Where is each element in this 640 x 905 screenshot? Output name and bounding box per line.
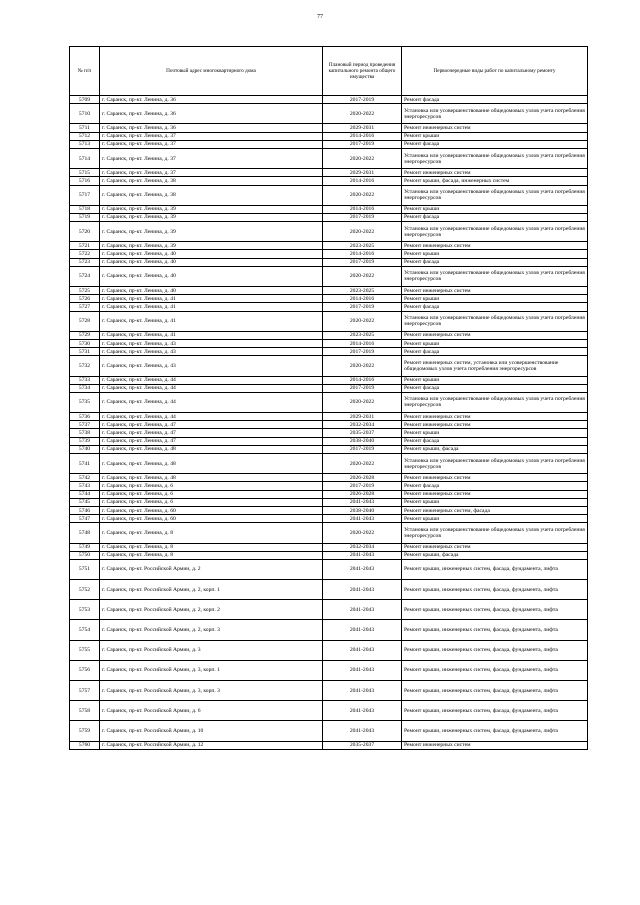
row-address: г. Саранск, пр-кт. Ленина, д. 41 xyxy=(100,331,323,339)
row-number: 5745 xyxy=(70,498,100,506)
row-address: г. Саранск, пр-кт. Ленина, д. 6 xyxy=(100,482,323,490)
row-work: Ремонт инженерных систем xyxy=(402,169,588,177)
row-work: Ремонт крыши xyxy=(402,339,588,347)
row-period: 2041-2043 xyxy=(323,660,402,680)
row-address: г. Саранск, пр-кт. Ленина, д. 38 xyxy=(100,185,323,205)
table-row xyxy=(70,741,588,749)
row-work: Ремонт инженерных систем, установка или усовершенствование общедомовых узлов учета потребления энергоресурсов xyxy=(402,356,588,376)
row-address: г. Саранск, пр-кт. Ленина, д. 47 xyxy=(100,429,323,437)
table-row xyxy=(70,600,588,620)
row-address: г. Саранск, пр-кт. Российской Армии, д. 3, корп. 1 xyxy=(100,660,323,680)
row-address: г. Саранск, пр-кт. Ленина, д. 39 xyxy=(100,205,323,213)
row-work: Ремонт крыши xyxy=(402,132,588,140)
table-row xyxy=(70,356,588,376)
row-work: Ремонт крыши, инженерных систем, фасада, фундамента, лифта xyxy=(402,660,588,680)
row-work: Установка или усовершенствование общедомовых узлов учета потребления энергоресурсов xyxy=(402,104,588,124)
row-number: 5747 xyxy=(70,515,100,523)
row-number: 5728 xyxy=(70,311,100,331)
row-period: 2038-2040 xyxy=(323,437,402,445)
row-period: 2020-2022 xyxy=(323,454,402,474)
row-period: 2038-2040 xyxy=(323,506,402,514)
row-work: Ремонт инженерных систем xyxy=(402,741,588,749)
row-address: г. Саранск, пр-кт. Ленина, д. 8 xyxy=(100,543,323,551)
row-work: Ремонт крыши, инженерных систем, фасада, фундамента, лифта xyxy=(402,580,588,600)
row-address: г. Саранск, пр-кт. Ленина, д. 47 xyxy=(100,437,323,445)
header-num: № п/п xyxy=(70,47,100,96)
row-period: 2041-2043 xyxy=(323,620,402,640)
row-work: Ремонт крыши xyxy=(402,295,588,303)
row-work: Ремонт инженерных систем xyxy=(402,242,588,250)
row-address: г. Саранск, пр-кт. Ленина, д. 38 xyxy=(100,177,323,185)
table-row xyxy=(70,348,588,356)
row-number: 5723 xyxy=(70,258,100,266)
row-period: 2041-2043 xyxy=(323,551,402,559)
table-row xyxy=(70,543,588,551)
row-address: г. Саранск, пр-кт. Ленина, д. 48 xyxy=(100,454,323,474)
header-period: Плановый период проведения капитального ремонта общего имущества xyxy=(323,47,402,96)
row-number: 5739 xyxy=(70,437,100,445)
table-row xyxy=(70,482,588,490)
row-period: 2020-2022 xyxy=(323,311,402,331)
row-period: 2020-2022 xyxy=(323,222,402,242)
row-work: Установка или усовершенствование общедомовых узлов учета потребления энергоресурсов xyxy=(402,454,588,474)
table-row xyxy=(70,205,588,213)
row-address: г. Саранск, пр-кт. Ленина, д. 44 xyxy=(100,384,323,392)
table-row xyxy=(70,287,588,295)
row-period: 2014-2016 xyxy=(323,339,402,347)
row-address: г. Саранск, пр-кт. Ленина, д. 37 xyxy=(100,169,323,177)
table-row xyxy=(70,454,588,474)
row-number: 5724 xyxy=(70,266,100,286)
row-number: 5717 xyxy=(70,185,100,205)
row-number: 5716 xyxy=(70,177,100,185)
row-address: г. Саранск, пр-кт. Ленина, д. 60 xyxy=(100,506,323,514)
row-number: 5726 xyxy=(70,295,100,303)
row-number: 5753 xyxy=(70,600,100,620)
row-period: 2020-2022 xyxy=(323,185,402,205)
row-number: 5737 xyxy=(70,421,100,429)
table-row xyxy=(70,429,588,437)
row-work: Ремонт фасада xyxy=(402,258,588,266)
row-work: Ремонт фасада xyxy=(402,96,588,104)
table-row xyxy=(70,490,588,498)
row-work: Ремонт крыши, инженерных систем, фасада, фундамента, лифта xyxy=(402,721,588,741)
row-address: г. Саранск, пр-кт. Российской Армии, д. 12 xyxy=(100,741,323,749)
row-number: 5727 xyxy=(70,303,100,311)
row-address: г. Саранск, пр-кт. Ленина, д. 44 xyxy=(100,413,323,421)
table-row xyxy=(70,421,588,429)
row-period: 2026-2028 xyxy=(323,474,402,482)
row-period: 2035-2037 xyxy=(323,429,402,437)
row-period: 2017-2019 xyxy=(323,348,402,356)
row-number: 5758 xyxy=(70,701,100,721)
row-number: 5710 xyxy=(70,104,100,124)
row-address: г. Саранск, пр-кт. Ленина, д. 36 xyxy=(100,104,323,124)
row-period: 2023-2025 xyxy=(323,331,402,339)
table-row xyxy=(70,551,588,559)
row-number: 5741 xyxy=(70,454,100,474)
row-number: 5715 xyxy=(70,169,100,177)
row-address: г. Саранск, пр-кт. Ленина, д. 39 xyxy=(100,242,323,250)
table-row xyxy=(70,498,588,506)
row-address: г. Саранск, пр-кт. Ленина, д. 47 xyxy=(100,421,323,429)
row-work: Ремонт фасада xyxy=(402,140,588,148)
table-row xyxy=(70,169,588,177)
row-work: Ремонт крыши xyxy=(402,498,588,506)
row-address: г. Саранск, пр-кт. Ленина, д. 6 xyxy=(100,490,323,498)
table-row xyxy=(70,559,588,579)
row-work: Ремонт крыши, инженерных систем, фасада, фундамента, лифта xyxy=(402,640,588,660)
table-row xyxy=(70,250,588,258)
table-row xyxy=(70,506,588,514)
row-address: г. Саранск, пр-кт. Ленина, д. 40 xyxy=(100,266,323,286)
table-row xyxy=(70,258,588,266)
row-address: г. Саранск, пр-кт. Российской Армии, д. 2 xyxy=(100,559,323,579)
row-number: 5719 xyxy=(70,213,100,221)
row-number: 5755 xyxy=(70,640,100,660)
row-address: г. Саранск, пр-кт. Ленина, д. 48 xyxy=(100,445,323,453)
row-work: Ремонт крыши xyxy=(402,429,588,437)
page-number: 77 xyxy=(317,14,323,20)
row-period: 2020-2022 xyxy=(323,148,402,168)
row-period: 2017-2019 xyxy=(323,384,402,392)
row-work: Установка или усовершенствование общедомовых узлов учета потребления энергоресурсов xyxy=(402,185,588,205)
row-address: г. Саранск, пр-кт. Российской Армии, д. 3, корп. 3 xyxy=(100,681,323,701)
row-period: 2014-2016 xyxy=(323,177,402,185)
row-number: 5751 xyxy=(70,559,100,579)
table-row xyxy=(70,96,588,104)
row-work: Ремонт крыши, инженерных систем, фасада, фундамента, лифта xyxy=(402,681,588,701)
row-work: Ремонт крыши xyxy=(402,205,588,213)
row-number: 5722 xyxy=(70,250,100,258)
row-number: 5733 xyxy=(70,376,100,384)
row-work: Ремонт крыши, фасада, инженерных систем xyxy=(402,177,588,185)
table-row xyxy=(70,331,588,339)
row-period: 2017-2019 xyxy=(323,140,402,148)
row-number: 5735 xyxy=(70,392,100,412)
row-number: 5744 xyxy=(70,490,100,498)
row-period: 2029-2031 xyxy=(323,124,402,132)
row-work: Ремонт фасада xyxy=(402,213,588,221)
row-address: г. Саранск, пр-кт. Российской Армии, д. 2, корп. 1 xyxy=(100,580,323,600)
table-row xyxy=(70,132,588,140)
row-address: г. Саранск, пр-кт. Российской Армии, д. 2, корп. 3 xyxy=(100,620,323,640)
row-period: 2041-2043 xyxy=(323,515,402,523)
row-number: 5732 xyxy=(70,356,100,376)
row-work: Ремонт инженерных систем xyxy=(402,331,588,339)
row-period: 2035-2037 xyxy=(323,741,402,749)
row-address: г. Саранск, пр-кт. Ленина, д. 40 xyxy=(100,258,323,266)
row-period: 2017-2019 xyxy=(323,445,402,453)
row-period: 2017-2019 xyxy=(323,482,402,490)
row-address: г. Саранск, пр-кт. Ленина, д. 44 xyxy=(100,376,323,384)
row-work: Ремонт крыши, инженерных систем, фасада, фундамента, лифта xyxy=(402,600,588,620)
row-period: 2017-2019 xyxy=(323,303,402,311)
row-work: Ремонт инженерных систем xyxy=(402,543,588,551)
row-number: 5749 xyxy=(70,543,100,551)
row-period: 2020-2022 xyxy=(323,356,402,376)
table-row xyxy=(70,620,588,640)
row-period: 2014-2016 xyxy=(323,132,402,140)
table-row xyxy=(70,384,588,392)
table-row xyxy=(70,339,588,347)
row-address: г. Саранск, пр-кт. Российской Армии, д. 2, корп. 2 xyxy=(100,600,323,620)
row-period: 2023-2025 xyxy=(323,242,402,250)
table-row xyxy=(70,311,588,331)
row-work: Ремонт крыши, инженерных систем, фасада, фундамента, лифта xyxy=(402,559,588,579)
row-address: г. Саранск, пр-кт. Ленина, д. 39 xyxy=(100,213,323,221)
row-address: г. Саранск, пр-кт. Ленина, д. 37 xyxy=(100,140,323,148)
capital-repair-table xyxy=(69,46,588,750)
row-address: г. Саранск, пр-кт. Ленина, д. 44 xyxy=(100,392,323,412)
row-period: 2029-2031 xyxy=(323,169,402,177)
table-row xyxy=(70,104,588,124)
row-work: Ремонт фасада xyxy=(402,384,588,392)
row-period: 2020-2022 xyxy=(323,104,402,124)
row-work: Ремонт фасада xyxy=(402,437,588,445)
row-period: 2020-2022 xyxy=(323,266,402,286)
row-period: 2017-2019 xyxy=(323,213,402,221)
row-period: 2014-2016 xyxy=(323,295,402,303)
row-number: 5752 xyxy=(70,580,100,600)
row-number: 5750 xyxy=(70,551,100,559)
row-period: 2041-2043 xyxy=(323,701,402,721)
row-period: 2029-2031 xyxy=(323,413,402,421)
row-work: Ремонт крыши, инженерных систем, фасада, фундамента, лифта xyxy=(402,620,588,640)
table-row xyxy=(70,681,588,701)
row-address: г. Саранск, пр-кт. Ленина, д. 37 xyxy=(100,148,323,168)
row-period: 2017-2019 xyxy=(323,258,402,266)
row-work: Ремонт инженерных систем, фасада xyxy=(402,506,588,514)
header-works: Первоочередные виды работ по капитальному ремонту xyxy=(402,47,588,96)
table-row xyxy=(70,185,588,205)
row-work: Установка или усовершенствование общедомовых узлов учета потребления энергоресурсов xyxy=(402,311,588,331)
row-work: Ремонт крыши, фасада xyxy=(402,551,588,559)
row-period: 2014-2016 xyxy=(323,205,402,213)
row-address: г. Саранск, пр-кт. Российской Армии, д. 6 xyxy=(100,701,323,721)
table-row xyxy=(70,640,588,660)
row-number: 5756 xyxy=(70,660,100,680)
row-number: 5740 xyxy=(70,445,100,453)
row-address: г. Саранск, пр-кт. Российской Армии, д. 10 xyxy=(100,721,323,741)
row-number: 5759 xyxy=(70,721,100,741)
table-row xyxy=(70,445,588,453)
row-number: 5711 xyxy=(70,124,100,132)
table-row xyxy=(70,177,588,185)
table-body xyxy=(70,96,588,750)
row-address: г. Саранск, пр-кт. Ленина, д. 41 xyxy=(100,303,323,311)
table-row xyxy=(70,376,588,384)
row-period: 2032-2034 xyxy=(323,543,402,551)
row-address: г. Саранск, пр-кт. Ленина, д. 43 xyxy=(100,356,323,376)
row-address: г. Саранск, пр-кт. Ленина, д. 37 xyxy=(100,132,323,140)
row-work: Ремонт инженерных систем xyxy=(402,490,588,498)
table-row xyxy=(70,392,588,412)
row-period: 2032-2034 xyxy=(323,421,402,429)
row-number: 5738 xyxy=(70,429,100,437)
row-work: Установка или усовершенствование общедомовых узлов учета потребления энергоресурсов xyxy=(402,148,588,168)
row-period: 2041-2043 xyxy=(323,681,402,701)
row-work: Установка или усовершенствование общедомовых узлов учета потребления энергоресурсов xyxy=(402,392,588,412)
row-period: 2041-2043 xyxy=(323,600,402,620)
row-period: 2014-2016 xyxy=(323,376,402,384)
row-work: Ремонт инженерных систем xyxy=(402,124,588,132)
table-row xyxy=(70,474,588,482)
row-address: г. Саранск, пр-кт. Ленина, д. 8 xyxy=(100,551,323,559)
row-work: Установка или усовершенствование общедомовых узлов учета потребления энергоресурсов xyxy=(402,266,588,286)
table-row xyxy=(70,413,588,421)
row-work: Ремонт инженерных систем xyxy=(402,421,588,429)
row-number: 5730 xyxy=(70,339,100,347)
row-period: 2041-2043 xyxy=(323,721,402,741)
row-number: 5736 xyxy=(70,413,100,421)
row-number: 5734 xyxy=(70,384,100,392)
row-number: 5713 xyxy=(70,140,100,148)
row-number: 5725 xyxy=(70,287,100,295)
row-work: Ремонт фасада xyxy=(402,348,588,356)
row-work: Ремонт крыши, фасада xyxy=(402,445,588,453)
row-number: 5718 xyxy=(70,205,100,213)
row-number: 5742 xyxy=(70,474,100,482)
row-address: г. Саранск, пр-кт. Ленина, д. 40 xyxy=(100,287,323,295)
row-work: Ремонт крыши, инженерных систем, фасада, фундамента, лифта xyxy=(402,701,588,721)
row-number: 5714 xyxy=(70,148,100,168)
row-work: Ремонт фасада xyxy=(402,303,588,311)
row-period: 2041-2043 xyxy=(323,559,402,579)
row-address: г. Саранск, пр-кт. Ленина, д. 36 xyxy=(100,124,323,132)
row-number: 5743 xyxy=(70,482,100,490)
row-address: г. Саранск, пр-кт. Ленина, д. 8 xyxy=(100,523,323,543)
row-address: г. Саранск, пр-кт. Ленина, д. 41 xyxy=(100,295,323,303)
table-row xyxy=(70,660,588,680)
row-period: 2026-2028 xyxy=(323,490,402,498)
table-row xyxy=(70,295,588,303)
row-work: Ремонт крыши xyxy=(402,376,588,384)
header-address: Почтовый адрес многоквартирного дома xyxy=(100,47,323,96)
row-work: Установка или усовершенствование общедомовых узлов учета потребления энергоресурсов xyxy=(402,523,588,543)
row-number: 5721 xyxy=(70,242,100,250)
row-work: Ремонт инженерных систем xyxy=(402,474,588,482)
row-work: Ремонт инженерных систем xyxy=(402,287,588,295)
row-work: Ремонт инженерных систем xyxy=(402,413,588,421)
table-row xyxy=(70,523,588,543)
row-address: г. Саранск, пр-кт. Ленина, д. 6 xyxy=(100,498,323,506)
table-row xyxy=(70,515,588,523)
row-address: г. Саранск, пр-кт. Ленина, д. 43 xyxy=(100,348,323,356)
table-row xyxy=(70,148,588,168)
row-address: г. Саранск, пр-кт. Российской Армии, д. 3 xyxy=(100,640,323,660)
row-address: г. Саранск, пр-кт. Ленина, д. 36 xyxy=(100,96,323,104)
table-row xyxy=(70,222,588,242)
table-row xyxy=(70,140,588,148)
row-period: 2023-2025 xyxy=(323,287,402,295)
table-row xyxy=(70,213,588,221)
row-number: 5754 xyxy=(70,620,100,640)
row-address: г. Саранск, пр-кт. Ленина, д. 39 xyxy=(100,222,323,242)
table-row xyxy=(70,242,588,250)
table-row xyxy=(70,266,588,286)
row-address: г. Саранск, пр-кт. Ленина, д. 60 xyxy=(100,515,323,523)
row-period: 2041-2043 xyxy=(323,498,402,506)
row-work: Ремонт фасада xyxy=(402,482,588,490)
row-period: 2014-2016 xyxy=(323,250,402,258)
row-address: г. Саранск, пр-кт. Ленина, д. 41 xyxy=(100,311,323,331)
table-row xyxy=(70,721,588,741)
row-work: Ремонт крыши xyxy=(402,515,588,523)
row-number: 5746 xyxy=(70,506,100,514)
row-number: 5757 xyxy=(70,681,100,701)
row-period: 2017-2019 xyxy=(323,96,402,104)
table-row xyxy=(70,437,588,445)
row-number: 5720 xyxy=(70,222,100,242)
row-number: 5709 xyxy=(70,96,100,104)
row-address: г. Саранск, пр-кт. Ленина, д. 43 xyxy=(100,339,323,347)
table-header-row xyxy=(70,47,588,96)
row-period: 2020-2022 xyxy=(323,392,402,412)
table-row xyxy=(70,303,588,311)
row-period: 2041-2043 xyxy=(323,580,402,600)
row-work: Ремонт крыши xyxy=(402,250,588,258)
row-number: 5731 xyxy=(70,348,100,356)
row-address: г. Саранск, пр-кт. Ленина, д. 40 xyxy=(100,250,323,258)
row-number: 5748 xyxy=(70,523,100,543)
table-row xyxy=(70,124,588,132)
table-row xyxy=(70,580,588,600)
row-number: 5729 xyxy=(70,331,100,339)
row-address: г. Саранск, пр-кт. Ленина, д. 48 xyxy=(100,474,323,482)
row-number: 5760 xyxy=(70,741,100,749)
row-number: 5712 xyxy=(70,132,100,140)
row-period: 2020-2022 xyxy=(323,523,402,543)
table-row xyxy=(70,701,588,721)
row-work: Установка или усовершенствование общедомовых узлов учета потребления энергоресурсов xyxy=(402,222,588,242)
row-period: 2041-2043 xyxy=(323,640,402,660)
